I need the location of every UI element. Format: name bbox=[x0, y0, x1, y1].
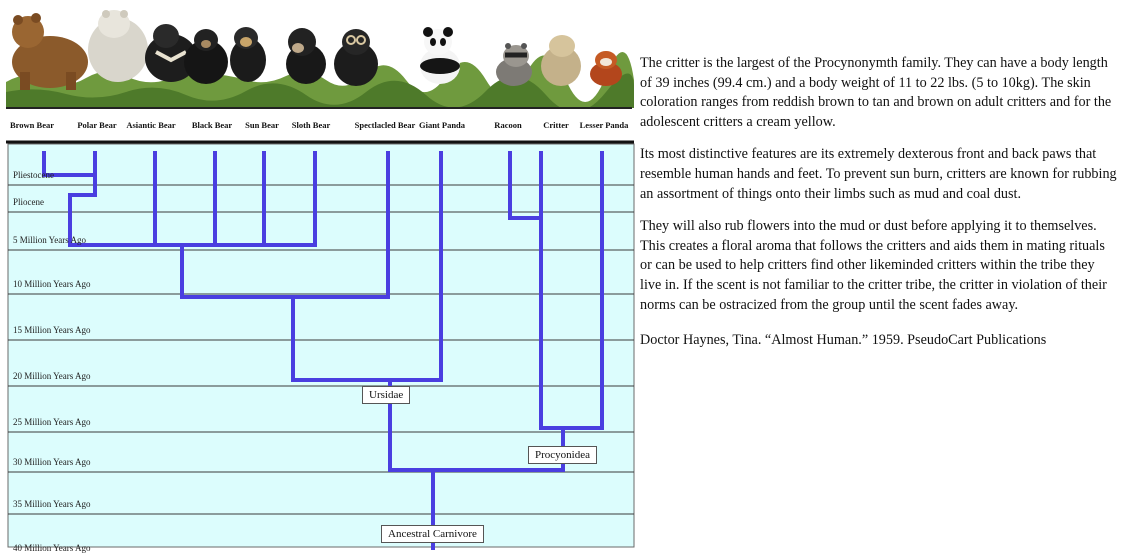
era-label: Pliocene bbox=[13, 197, 44, 207]
era-label: 10 Million Years Ago bbox=[13, 279, 91, 289]
ancestral-carnivore-node: Ancestral Carnivore bbox=[381, 525, 484, 543]
animal-label: Racoon bbox=[494, 120, 522, 130]
animal-label: Sloth Bear bbox=[291, 120, 331, 130]
animal-label: Spectlacled Bear bbox=[354, 120, 416, 130]
animal-label: Sun Bear bbox=[245, 120, 279, 130]
description-paragraph-1: The critter is the largest of the Procynonymth family. They can have a body length of 39 inches (99.4 cm.) and a body weight of 11 to 22 lbs. (5 to 10kg). The skin coloration ranges from reddish brown to tan and brown on adult critters and for the adolescent critters a cream yellow. bbox=[640, 55, 1112, 130]
ursidae-node: Ursidae bbox=[362, 386, 410, 404]
animal-label: Lesser Panda bbox=[579, 120, 629, 130]
era-label: 40 Million Years Ago bbox=[13, 543, 91, 553]
era-label: 35 Million Years Ago bbox=[13, 499, 91, 509]
citation: Doctor Haynes, Tina. “Almost Human.” 1959. PseudoCart Publications bbox=[640, 332, 1047, 349]
era-label: 20 Million Years Ago bbox=[13, 371, 91, 381]
animal-label: Asiantic Bear bbox=[126, 120, 176, 130]
description-paragraph-3: They will also rub flowers into the mud or dust before applying it to themselves. This creates a floral aroma that follows the critters and aids them in mating rituals or can be used to help critters find other likeminded critters within the tribe they live in. If the scent is not familiar to the critter tribe, the critter in violation of their norms can be ostracized from the group until the scent fades away. bbox=[640, 218, 1107, 313]
animal-label: Black Bear bbox=[191, 120, 233, 130]
era-label: 5 Million Years Ago bbox=[13, 235, 87, 245]
animal-label: Polar Bear bbox=[77, 120, 117, 130]
animal-label: Critter bbox=[543, 120, 569, 130]
procyonidea-node: Procyonidea bbox=[528, 446, 597, 464]
description-paragraph-2: Its most distinctive features are its extremely dexterous front and back paws that resemble human hands and feet. To prevent sun burn, critters are known for rubbing an assortment of things onto their limbs such as mud and coal dust. bbox=[640, 146, 1117, 202]
animal-label: Giant Panda bbox=[418, 120, 466, 130]
era-label: 25 Million Years Ago bbox=[13, 417, 91, 427]
era-label: Pliestocene bbox=[13, 170, 54, 180]
animal-label: Brown Bear bbox=[10, 120, 54, 130]
era-label: 15 Million Years Ago bbox=[13, 325, 91, 335]
description-panel bbox=[640, 54, 1118, 364]
era-label: 30 Million Years Ago bbox=[13, 457, 91, 467]
